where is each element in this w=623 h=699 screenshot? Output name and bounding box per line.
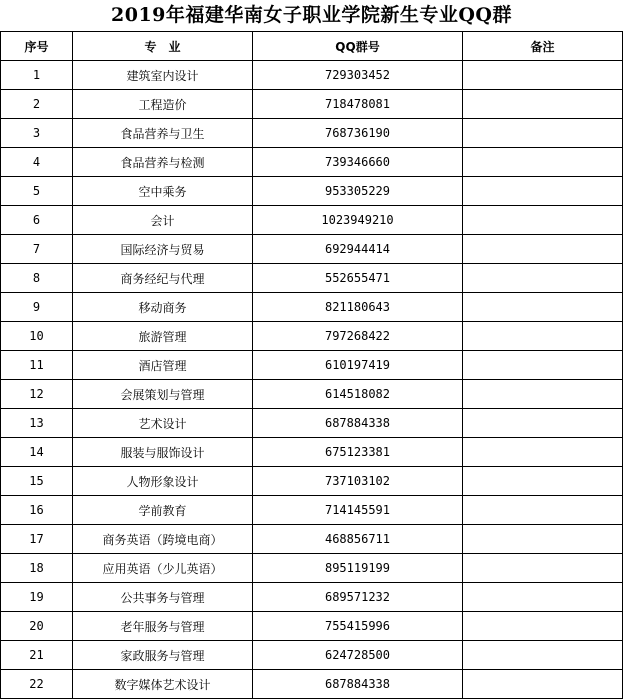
cell-index: 5 (1, 177, 73, 206)
cell-major: 艺术设计 (73, 409, 253, 438)
cell-note (463, 235, 623, 264)
table-row (1, 177, 623, 206)
cell-major: 国际经济与贸易 (73, 235, 253, 264)
cell-major: 会计 (73, 206, 253, 235)
cell-index: 10 (1, 322, 73, 351)
cell-index: 13 (1, 409, 73, 438)
cell-qq-number: 714145591 (253, 496, 463, 525)
cell-major: 服装与服饰设计 (73, 438, 253, 467)
cell-index: 9 (1, 293, 73, 322)
table-body (1, 61, 623, 699)
cell-qq-number: 610197419 (253, 351, 463, 380)
cell-qq-number: 687884338 (253, 409, 463, 438)
table-row (1, 235, 623, 264)
cell-note (463, 612, 623, 641)
cell-note (463, 641, 623, 670)
table-row (1, 641, 623, 670)
table-header-row (1, 32, 623, 61)
cell-index: 2 (1, 90, 73, 119)
table-row (1, 148, 623, 177)
cell-note (463, 670, 623, 699)
cell-index: 1 (1, 61, 73, 90)
cell-qq-number: 1023949210 (253, 206, 463, 235)
cell-qq-number: 737103102 (253, 467, 463, 496)
cell-note (463, 525, 623, 554)
cell-qq-number: 895119199 (253, 554, 463, 583)
cell-note (463, 351, 623, 380)
cell-major: 数字媒体艺术设计 (73, 670, 253, 699)
cell-major: 酒店管理 (73, 351, 253, 380)
cell-note (463, 177, 623, 206)
cell-index: 14 (1, 438, 73, 467)
cell-index: 18 (1, 554, 73, 583)
cell-qq-number: 821180643 (253, 293, 463, 322)
cell-qq-number: 675123381 (253, 438, 463, 467)
table-row (1, 670, 623, 699)
table-row (1, 583, 623, 612)
table-row (1, 264, 623, 293)
cell-index: 3 (1, 119, 73, 148)
cell-qq-number: 624728500 (253, 641, 463, 670)
table-row (1, 380, 623, 409)
cell-qq-number: 468856711 (253, 525, 463, 554)
cell-major: 食品营养与卫生 (73, 119, 253, 148)
qq-group-table (0, 31, 623, 699)
table-row (1, 293, 623, 322)
cell-note (463, 438, 623, 467)
cell-major: 会展策划与管理 (73, 380, 253, 409)
cell-qq-number: 768736190 (253, 119, 463, 148)
cell-qq-number: 755415996 (253, 612, 463, 641)
cell-index: 17 (1, 525, 73, 554)
cell-index: 16 (1, 496, 73, 525)
cell-note (463, 293, 623, 322)
header-note: 备注 (463, 32, 623, 61)
cell-note (463, 554, 623, 583)
cell-qq-number: 718478081 (253, 90, 463, 119)
cell-major: 应用英语（少儿英语） (73, 554, 253, 583)
header-index: 序号 (1, 32, 73, 61)
cell-index: 22 (1, 670, 73, 699)
cell-major: 空中乘务 (73, 177, 253, 206)
cell-qq-number: 689571232 (253, 583, 463, 612)
table-row (1, 119, 623, 148)
cell-qq-number: 953305229 (253, 177, 463, 206)
table-row (1, 612, 623, 641)
table-row (1, 438, 623, 467)
cell-note (463, 496, 623, 525)
cell-note (463, 409, 623, 438)
cell-qq-number: 552655471 (253, 264, 463, 293)
cell-note (463, 583, 623, 612)
cell-qq-number: 687884338 (253, 670, 463, 699)
cell-index: 7 (1, 235, 73, 264)
table-row (1, 525, 623, 554)
cell-index: 4 (1, 148, 73, 177)
table-row (1, 322, 623, 351)
cell-note (463, 380, 623, 409)
cell-note (463, 61, 623, 90)
cell-index: 19 (1, 583, 73, 612)
cell-qq-number: 614518082 (253, 380, 463, 409)
cell-index: 20 (1, 612, 73, 641)
table-row (1, 496, 623, 525)
table-row (1, 554, 623, 583)
cell-index: 21 (1, 641, 73, 670)
cell-qq-number: 739346660 (253, 148, 463, 177)
table-row (1, 409, 623, 438)
cell-index: 8 (1, 264, 73, 293)
cell-index: 15 (1, 467, 73, 496)
table-row (1, 61, 623, 90)
cell-index: 12 (1, 380, 73, 409)
cell-qq-number: 729303452 (253, 61, 463, 90)
cell-qq-number: 692944414 (253, 235, 463, 264)
table-row (1, 467, 623, 496)
cell-major: 商务英语（跨境电商） (73, 525, 253, 554)
cell-major: 公共事务与管理 (73, 583, 253, 612)
cell-major: 老年服务与管理 (73, 612, 253, 641)
cell-note (463, 206, 623, 235)
cell-note (463, 119, 623, 148)
cell-qq-number: 797268422 (253, 322, 463, 351)
cell-major: 商务经纪与代理 (73, 264, 253, 293)
cell-major: 移动商务 (73, 293, 253, 322)
table-row (1, 206, 623, 235)
cell-note (463, 90, 623, 119)
cell-major: 人物形象设计 (73, 467, 253, 496)
cell-note (463, 467, 623, 496)
cell-major: 旅游管理 (73, 322, 253, 351)
table-row (1, 351, 623, 380)
cell-major: 家政服务与管理 (73, 641, 253, 670)
cell-note (463, 322, 623, 351)
cell-major: 食品营养与检测 (73, 148, 253, 177)
table-row (1, 90, 623, 119)
page-title: 2019年福建华南女子职业学院新生专业QQ群 (111, 4, 512, 26)
cell-major: 建筑室内设计 (73, 61, 253, 90)
header-qq: QQ群号 (253, 32, 463, 61)
cell-major: 工程造价 (73, 90, 253, 119)
header-major: 专 业 (73, 32, 253, 61)
cell-index: 6 (1, 206, 73, 235)
cell-index: 11 (1, 351, 73, 380)
cell-major: 学前教育 (73, 496, 253, 525)
cell-note (463, 264, 623, 293)
cell-note (463, 148, 623, 177)
